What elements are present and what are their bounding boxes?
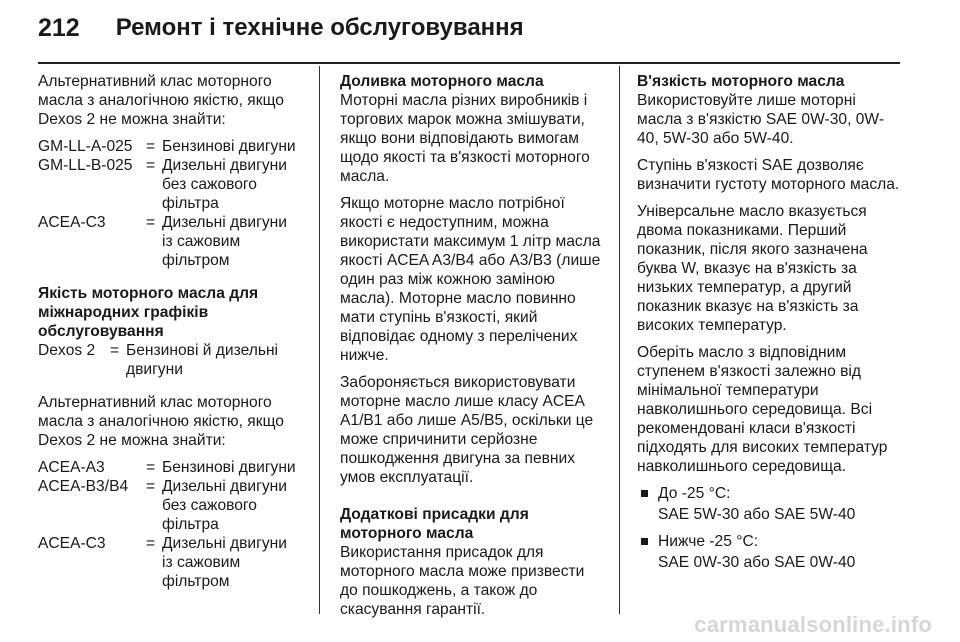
column-3 xyxy=(637,72,903,580)
column-divider-2 xyxy=(619,66,620,614)
paragraph: Моторні масла різних виробників і торгових марок можна змішувати, якщо вони відповідають вимогам щодо якості та в'язкості моторного масла. xyxy=(340,92,590,185)
section-heading: Доливка моторного масла xyxy=(340,73,544,90)
bullet-square-icon xyxy=(641,490,648,497)
spec-code: ACEA-B3/B4 xyxy=(38,478,129,495)
spec-code: GM-LL-B-025 xyxy=(38,157,133,174)
spec-desc: Бензинові двигуни xyxy=(162,459,296,476)
column-1 xyxy=(38,72,300,605)
spec-eq: = xyxy=(146,478,156,495)
spec-eq: = xyxy=(146,157,156,174)
watermark: carmanualsonline.info xyxy=(694,612,932,637)
header-divider xyxy=(38,62,900,64)
page-number: 212 xyxy=(38,13,80,42)
page-title: Ремонт і технічне обслуговування xyxy=(115,14,524,41)
spec-eq: = xyxy=(110,342,120,359)
spec-desc: Дизельні двигуни без сажового фільтра xyxy=(162,157,287,212)
spec-desc: Бензинові двигуни xyxy=(162,138,296,155)
spec-desc: Дизельні двигуни із сажовим фільтром xyxy=(162,535,287,590)
spec-eq: = xyxy=(146,535,156,552)
bullet-value: SAE 5W-30 або SAE 5W-40 xyxy=(658,506,856,523)
intro-text: Альтернативний клас моторного масла з аналогічною якістю, якщо Dexos 2 не можна знайти: xyxy=(38,73,284,128)
column-2 xyxy=(340,72,604,627)
section-heading: Якість моторного масла для міжнародних графіків обслуговування xyxy=(38,285,259,340)
spec-desc: Дизельні двигуни без сажового фільтра xyxy=(162,478,287,533)
spec-eq: = xyxy=(146,138,156,155)
spec-row-2 xyxy=(38,458,300,591)
bullet-label: Нижче -25 °C: xyxy=(658,533,759,550)
bullet-item xyxy=(637,532,903,551)
bullet-square-icon xyxy=(641,538,648,545)
paragraph: Оберіть масло з відповідним ступенем в'язкості залежно від мінімальної температури навколишнього середовища. Всі рекомендовані класи в'язкості підходять для високих температур навколишнього середовища. xyxy=(637,344,888,475)
spec-code: Dexos 2 xyxy=(38,342,96,359)
spec-eq: = xyxy=(146,214,156,231)
spec-row xyxy=(38,137,300,270)
bullet-label: До -25 °C: xyxy=(658,485,731,502)
spec-desc: Бензинові й дизельні двигуни xyxy=(126,342,279,378)
paragraph: Використовуйте лише моторні масла з в'язкістю SAE 0W-30, 0W-40, 5W-30 або 5W-40. xyxy=(637,92,885,147)
paragraph: Ступінь в'язкості SAE дозволяє визначити густоту моторного масла. xyxy=(637,157,900,193)
page-header xyxy=(38,8,524,48)
bullet-item xyxy=(637,484,903,503)
spec-code: ACEA-C3 xyxy=(38,535,106,552)
spec-code: ACEA-A3 xyxy=(38,459,105,476)
paragraph: Універсальне масло вказується двома показниками. Перший показник, після якого зазначена буква W, вказує на в'язкість за низьких температур, а другий показник вказує на в'язкість за високих температур. xyxy=(637,203,868,334)
spec-desc: Дизельні двигуни із сажовим фільтром xyxy=(162,214,287,269)
paragraph: Використання присадок для моторного масла може призвести до пошкоджень, а також до скасування гарантії. xyxy=(340,544,585,618)
section-heading: В'язкість моторного масла xyxy=(637,73,845,90)
bullet-value: SAE 0W-30 або SAE 0W-40 xyxy=(658,554,856,571)
spec-code: ACEA-C3 xyxy=(38,214,106,231)
spec-code: GM-LL-A-025 xyxy=(38,138,133,155)
paragraph: Якщо моторне масло потрібної якості є недоступним, можна використати максимум 1 літр масла якості ACEA A3/B4 або A3/B3 (лише один раз між кожною заміною масла). Моторне масло повинно мати ступінь в'язкості, який відповідає одному з перелічених нижче. xyxy=(340,195,601,364)
spec-eq: = xyxy=(146,459,156,476)
dexos-row xyxy=(38,341,300,379)
spacer xyxy=(340,495,604,505)
section-heading: Додаткові присадки для моторного масла xyxy=(340,506,529,542)
column-divider-1 xyxy=(319,66,320,614)
intro-text-2: Альтернативний клас моторного масла з аналогічною якістю, якщо Dexos 2 не можна знайти: xyxy=(38,394,284,449)
paragraph: Забороняється використовувати моторне масло лише класу ACEA A1/B1 або лише A5/B5, оскільки це може спричинити серйозне пошкодження двигуна за певних умов експлуатації. xyxy=(340,374,594,486)
